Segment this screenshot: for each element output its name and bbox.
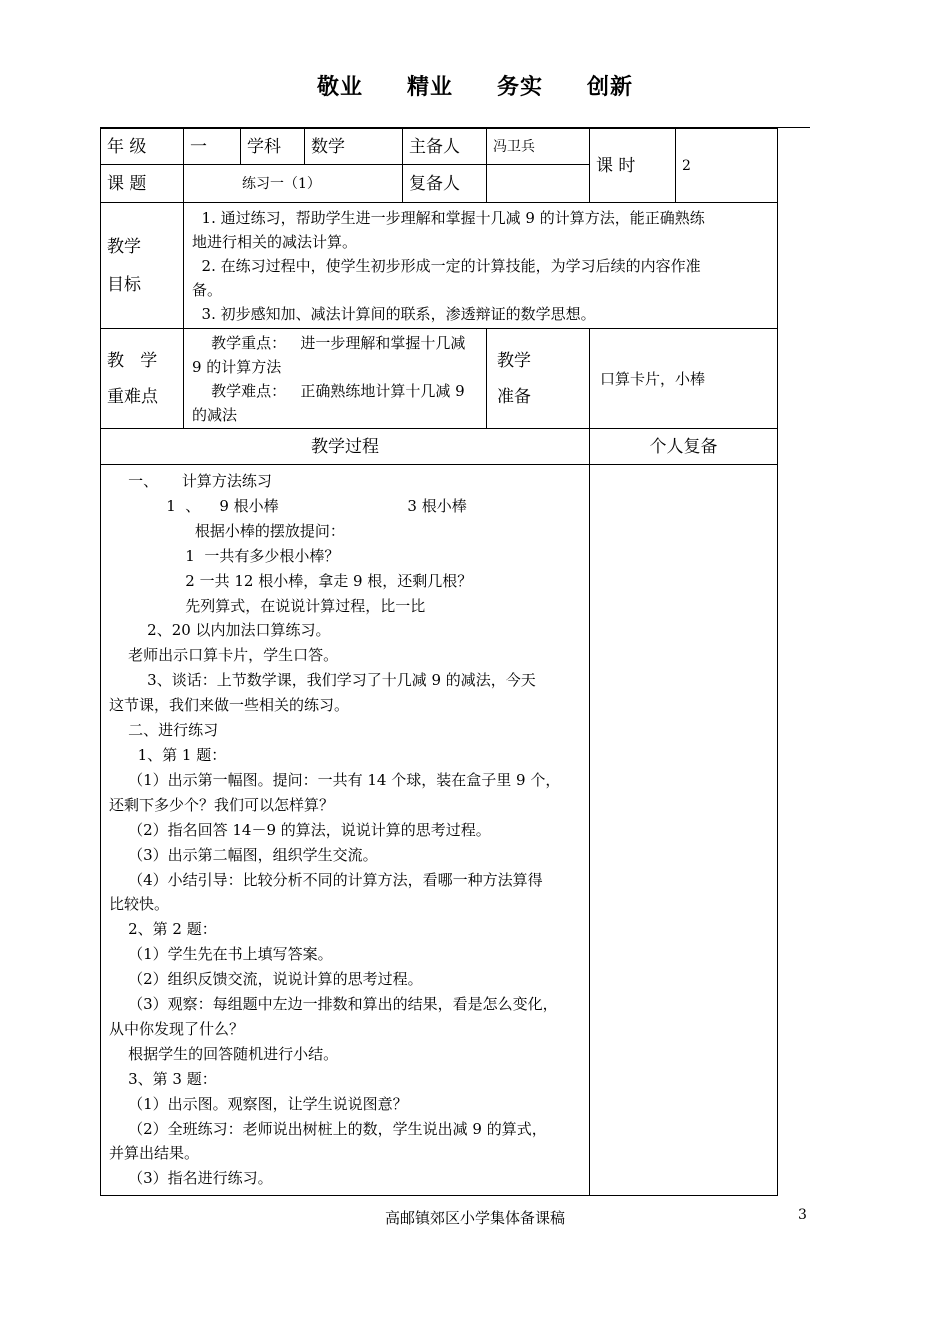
- process-content: [101, 465, 590, 1196]
- process-line: 2 一共 12 根小棒，拿走 9 根，还剩几根？: [109, 571, 473, 590]
- process-line: 二、进行练习: [109, 721, 219, 740]
- process-line: 根据学生的回答随机进行小结。: [109, 1044, 339, 1063]
- co-teacher-value: [487, 165, 590, 203]
- process-line: 根据小棒的摆放提问：: [109, 521, 345, 540]
- process-line: （3）观察：每组题中左边一排数和算出的结果，看是怎么变化，: [109, 995, 558, 1014]
- focus-content: [184, 329, 487, 429]
- topic-value: 练习一（1）: [184, 165, 403, 203]
- grade-value: 一: [184, 129, 241, 165]
- page-footer: 高邮镇郊区小学集体备课稿: [384, 1209, 565, 1227]
- goal-line: 地进行相关的减法计算。: [192, 232, 358, 251]
- periods-value: 2: [676, 129, 778, 203]
- process-line: （3）指名进行练习。: [109, 1169, 273, 1188]
- subject-value: 数学: [305, 129, 403, 165]
- goal-line: 2. 在练习过程中，使学生初步形成一定的计算技能，为学习后续的内容作准: [192, 256, 701, 275]
- focus-label-line: 教 学: [107, 350, 158, 371]
- process-line: 3、谈话：上节数学课，我们学习了十几减 9 的减法，今天: [109, 671, 536, 690]
- lead-teacher-label: 主备人: [403, 129, 487, 165]
- prep-label: [487, 329, 590, 429]
- prep-label-line: 教学: [497, 350, 531, 371]
- process-line: （1）出示第一幅图。提问：一共有 14 个球，装在盒子里 9 个，: [109, 770, 561, 789]
- process-line: 1 、 9 根小棒 3 根小棒: [109, 496, 467, 515]
- goal-line: 1. 通过练习，帮助学生进一步理解和掌握十几减 9 的计算方法，能正确熟练: [192, 208, 705, 227]
- school-motto: [0, 70, 950, 101]
- process-line: 2、第 2 题：: [109, 920, 217, 939]
- process-line: 老师出示口算卡片，学生口答。: [109, 646, 339, 665]
- goals-label-line: 教学: [107, 236, 141, 257]
- process-line: （2）指名回答 14－9 的算法，说说计算的思考过程。: [109, 820, 491, 839]
- lead-teacher-value: 冯卫兵: [487, 129, 590, 165]
- focus-label: [101, 329, 184, 429]
- process-line: 2、20 以内加法口算练习。: [109, 621, 331, 640]
- topic-label: 课 题: [101, 165, 184, 203]
- motto-word: 精业: [406, 75, 453, 100]
- process-line: （2）组织反馈交流，说说计算的思考过程。: [109, 970, 423, 989]
- motto-word: 务实: [497, 75, 544, 100]
- focus-line: 的减法: [192, 405, 238, 424]
- subject-label: 学科: [241, 129, 305, 165]
- process-line: 3、第 3 题：: [109, 1069, 217, 1088]
- process-line: 从中你发现了什么？: [109, 1019, 245, 1038]
- goal-line: 3. 初步感知加、减法计算间的联系，渗透辩证的数学思想。: [192, 304, 596, 323]
- process-header: 教学过程: [101, 429, 590, 465]
- process-line: 1、第 1 题：: [109, 745, 227, 764]
- goals-label-line: 目标: [107, 274, 141, 295]
- personal-notes-header: 个人复备: [590, 429, 778, 465]
- process-line: （4）小结引导：比较分析不同的计算方法，看哪一种方法算得: [109, 870, 543, 889]
- process-line: 并算出结果。: [109, 1144, 200, 1163]
- co-teacher-label: 复备人: [403, 165, 487, 203]
- process-line: 还剩下多少个？我们可以怎样算？: [109, 795, 335, 814]
- prep-label-line: 准备: [497, 386, 531, 407]
- focus-label-line: 重难点: [107, 386, 158, 407]
- page-number: 3: [798, 1207, 807, 1223]
- process-line: （1）出示图。观察图，让学生说说图意？: [109, 1094, 408, 1113]
- process-line: 先列算式，在说说计算过程，比一比: [109, 596, 426, 615]
- process-line: 比较快。: [109, 895, 170, 914]
- lesson-plan-table: [100, 128, 778, 1196]
- grade-label: 年 级: [101, 129, 184, 165]
- prep-value: 口算卡片，小棒: [590, 329, 778, 429]
- process-line: 1 一共有多少根小棒？: [109, 546, 340, 565]
- goals-label: [101, 203, 184, 329]
- focus-line: 9 的计算方法: [192, 357, 282, 376]
- process-line: （3）出示第二幅图，组织学生交流。: [109, 845, 378, 864]
- periods-label: 课 时: [590, 129, 676, 203]
- process-line: （1）学生先在书上填写答案。: [109, 945, 333, 964]
- goals-content: [184, 203, 778, 329]
- motto-word: 创新: [587, 75, 634, 100]
- process-line: （2）全班练习：老师说出树桩上的数，学生说出减 9 的算式，: [109, 1119, 547, 1138]
- goal-line: 备。: [192, 280, 223, 299]
- focus-line: 教学重点： 进一步理解和掌握十几减: [192, 333, 466, 352]
- personal-notes-content: [590, 465, 778, 1196]
- motto-word: 敬业: [316, 75, 363, 100]
- process-line: 这节课，我们来做一些相关的练习。: [109, 696, 350, 715]
- focus-line: 教学难点： 正确熟练地计算十几减 9: [192, 381, 465, 400]
- process-line: 一、 计算方法练习: [109, 472, 272, 490]
